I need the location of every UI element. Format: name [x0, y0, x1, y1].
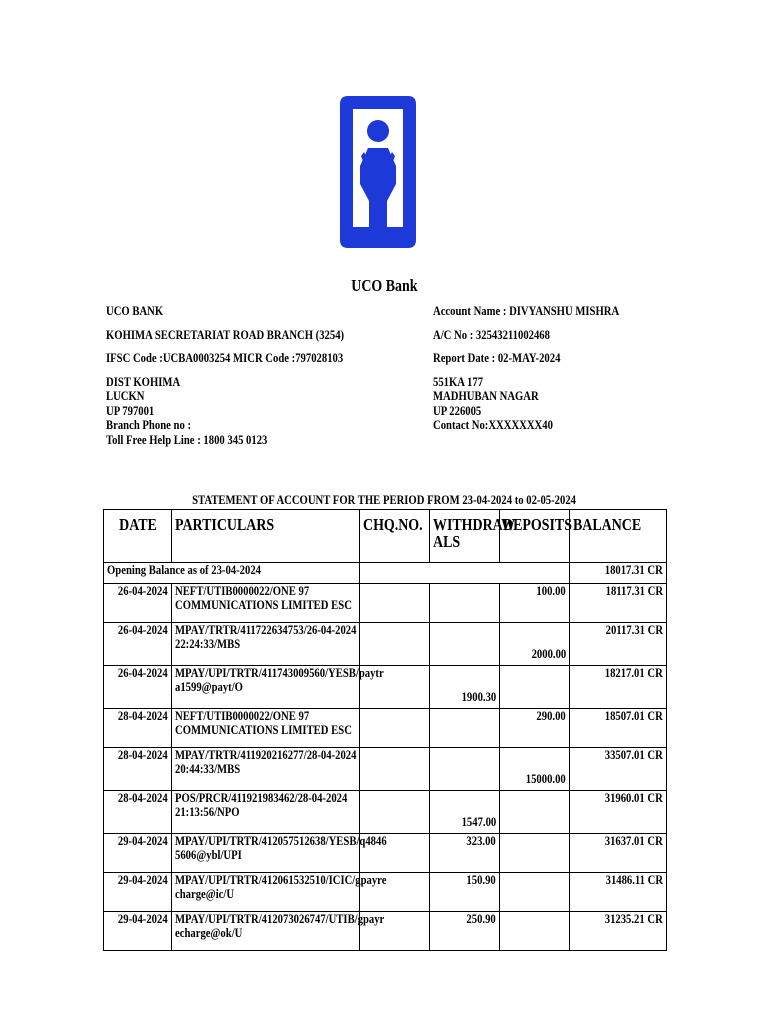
branch-name: KOHIMA SECRETARIAT ROAD BRANCH (3254)	[106, 326, 345, 342]
row-particulars: MPAY/UPI/TRTR/412057512638/YESB/q4846 5606@ybl/UPI	[172, 834, 360, 873]
row-withdrawal: 250.90	[430, 912, 500, 951]
row-balance: 18507.01 CR	[570, 709, 667, 748]
row-chq-no	[360, 623, 430, 666]
row-date: 29-04-2024	[104, 873, 172, 912]
row-withdrawal: 150.90	[430, 873, 500, 912]
row-date: 28-04-2024	[104, 791, 172, 834]
table-row	[104, 709, 667, 748]
table-header-row	[104, 510, 667, 563]
row-chq-no	[360, 584, 430, 623]
row-date: 26-04-2024	[104, 666, 172, 709]
account-address-2: MADHUBAN NAGAR	[433, 388, 539, 403]
row-balance: 18217.01 CR	[570, 666, 667, 709]
row-particulars: MPAY/UPI/TRTR/412061532510/ICIC/gpayre charge@ic/U	[172, 873, 360, 912]
row-withdrawal: 1900.30	[430, 666, 500, 709]
row-date: 26-04-2024	[104, 623, 172, 666]
account-address-1: 551KA 177	[433, 373, 484, 389]
row-withdrawal: 323.00	[430, 834, 500, 873]
row-deposit: 15000.00	[500, 748, 570, 791]
row-deposit	[500, 666, 570, 709]
row-chq-no	[360, 709, 430, 748]
row-withdrawal	[430, 623, 500, 666]
row-balance: 31235.21 CR	[570, 912, 667, 951]
branch-address-3: UP 797001	[106, 402, 155, 418]
table-row	[104, 791, 667, 834]
row-balance: 20117.31 CR	[570, 623, 667, 666]
row-deposit	[500, 873, 570, 912]
table-row	[104, 584, 667, 623]
row-particulars: MPAY/UPI/TRTR/412073026747/UTIB/gpayr echarge@ok/U	[172, 912, 360, 951]
row-particulars: MPAY/TRTR/411920216277/28-04-2024 20:44:33/MBS	[172, 748, 360, 791]
table-row	[104, 666, 667, 709]
statement-table	[103, 509, 667, 951]
row-deposit	[500, 912, 570, 951]
row-withdrawal	[430, 584, 500, 623]
row-balance: 31960.01 CR	[570, 791, 667, 834]
row-deposit: 100.00	[500, 584, 570, 623]
row-deposit	[500, 834, 570, 873]
header-withdrawals: WITHDRAW ALS	[430, 510, 500, 563]
row-balance: 18117.31 CR	[570, 584, 667, 623]
row-deposit: 2000.00	[500, 623, 570, 666]
row-date: 28-04-2024	[104, 748, 172, 791]
branch-address-2: LUCKN	[106, 388, 145, 403]
row-withdrawal: 1547.00	[430, 791, 500, 834]
row-date: 28-04-2024	[104, 709, 172, 748]
row-deposit	[500, 791, 570, 834]
row-date: 26-04-2024	[104, 584, 172, 623]
table-row	[104, 623, 667, 666]
branch-address-1: DIST KOHIMA	[106, 373, 181, 389]
row-particulars: POS/PRCR/411921983462/28-04-2024 21:13:56/NPO	[172, 791, 360, 834]
account-number: A/C No : 32543211002468	[433, 326, 550, 342]
branch-phone: Branch Phone no :	[106, 417, 191, 432]
opening-balance-row	[104, 563, 667, 584]
branch-details	[106, 304, 396, 447]
bank-title: UCO Bank	[350, 276, 418, 295]
contact-number: Contact No:XXXXXXX40	[433, 417, 553, 432]
header-deposits: DEPOSITS	[500, 510, 570, 563]
helpline: Toll Free Help Line : 1800 345 0123	[106, 431, 268, 447]
row-date: 29-04-2024	[104, 912, 172, 951]
row-particulars: MPAY/UPI/TRTR/411743009560/YESB/paytr a1599@payt/O	[172, 666, 360, 709]
table-row	[104, 873, 667, 912]
opening-balance-label: Opening Balance as of 23-04-2024	[104, 563, 360, 584]
uco-bank-logo-icon	[340, 96, 416, 248]
branch-codes: IFSC Code :UCBA0003254 MICR Code :797028103	[106, 350, 344, 365]
row-date: 29-04-2024	[104, 834, 172, 873]
row-balance: 33507.01 CR	[570, 748, 667, 791]
table-row	[104, 912, 667, 951]
row-withdrawal	[430, 748, 500, 791]
row-chq-no	[360, 748, 430, 791]
header-chq-no: CHQ.NO.	[360, 510, 430, 563]
header-balance: BALANCE	[570, 510, 667, 563]
account-address-3: UP 226005	[433, 402, 482, 418]
table-row	[104, 834, 667, 873]
row-balance: 31637.01 CR	[570, 834, 667, 873]
table-row	[104, 748, 667, 791]
row-particulars: MPAY/TRTR/411722634753/26-04-2024 22:24:33/MBS	[172, 623, 360, 666]
row-particulars: NEFT/UTIB0000022/ONE 97 COMMUNICATIONS LIMITED ESC	[172, 709, 360, 748]
row-chq-no	[360, 791, 430, 834]
opening-balance-spacer	[360, 563, 570, 584]
header-particulars: PARTICULARS	[172, 510, 360, 563]
row-balance: 31486.11 CR	[570, 873, 667, 912]
row-particulars: NEFT/UTIB0000022/ONE 97 COMMUNICATIONS LIMITED ESC	[172, 584, 360, 623]
statement-title: STATEMENT OF ACCOUNT FOR THE PERIOD FROM 23-04-2024 to 02-05-2024	[192, 492, 576, 507]
row-deposit: 290.00	[500, 709, 570, 748]
header-date: DATE	[104, 510, 172, 563]
branch-bank-name: UCO BANK	[106, 303, 164, 318]
account-details	[433, 304, 660, 433]
account-name: Account Name : DIVYANSHU MISHRA	[433, 303, 620, 318]
report-date: Report Date : 02-MAY-2024	[433, 350, 561, 365]
row-withdrawal	[430, 709, 500, 748]
opening-balance-value: 18017.31 CR	[570, 563, 667, 584]
